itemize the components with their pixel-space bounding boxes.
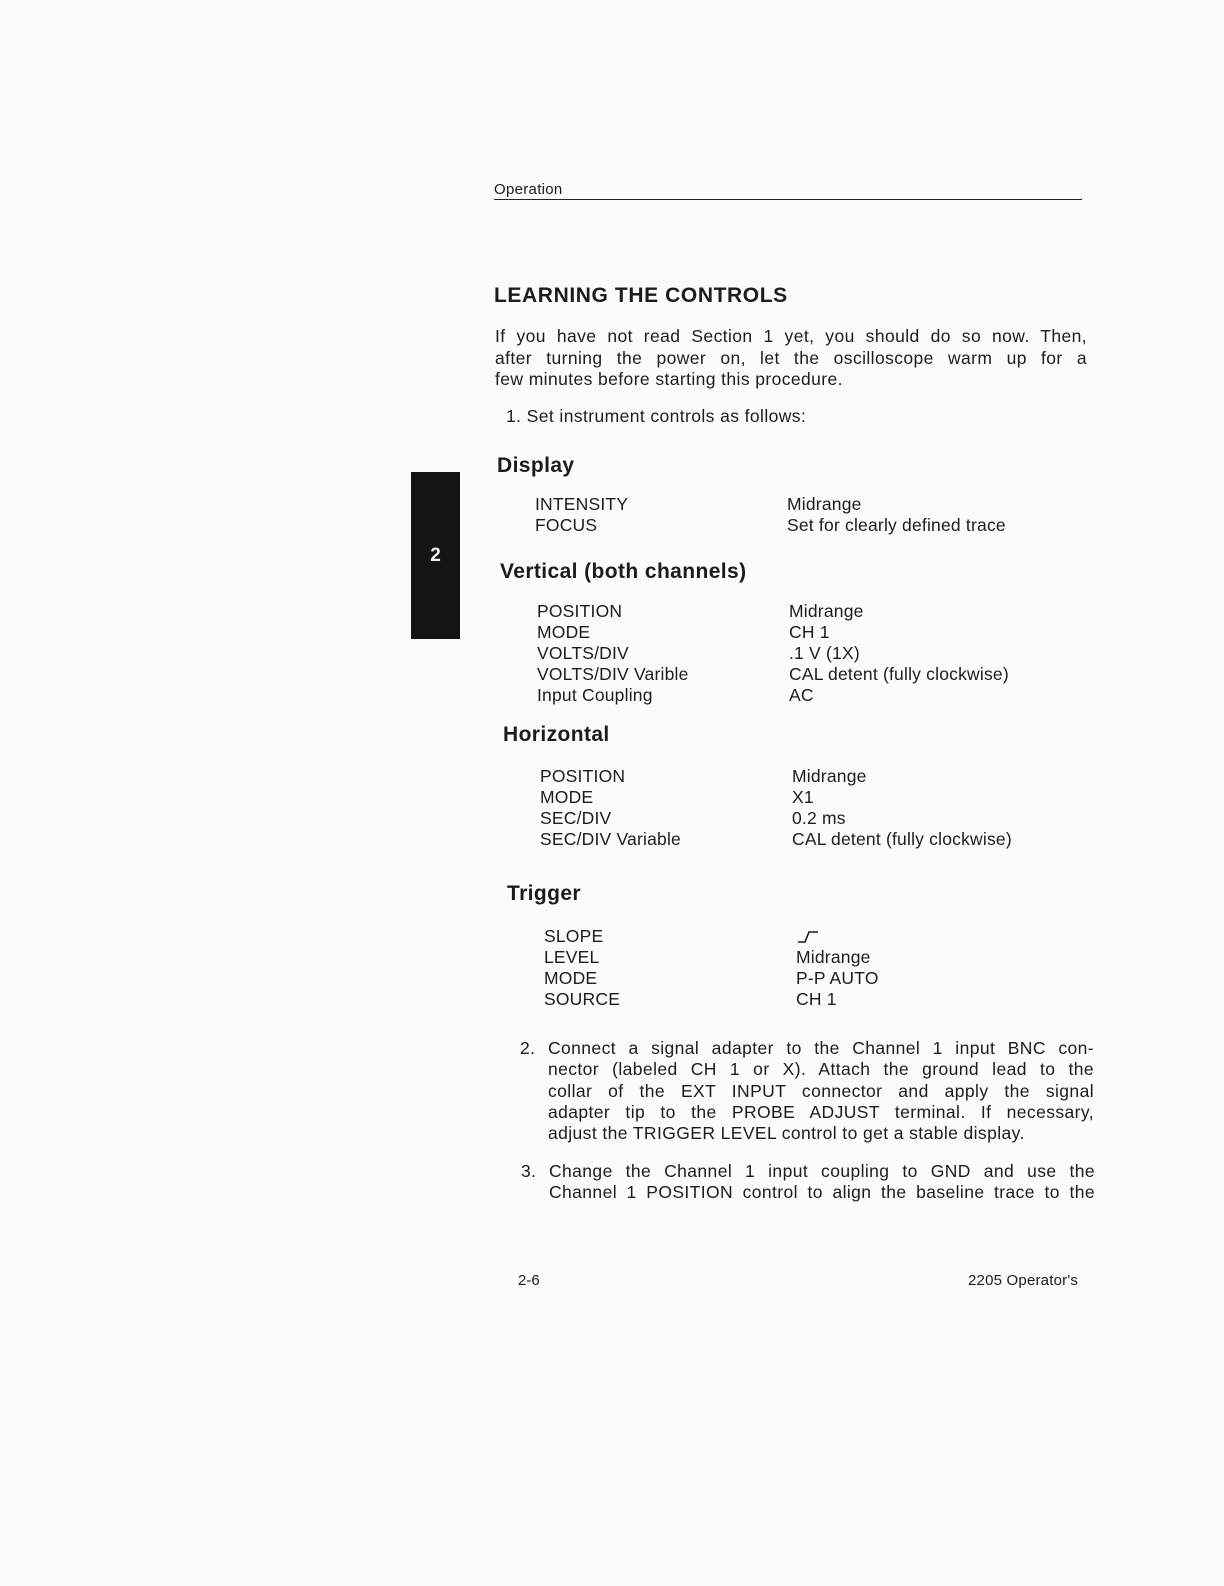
manual-title: 2205 Operator's <box>968 1272 1079 1289</box>
control-row <box>540 808 1012 829</box>
control-row <box>535 515 1006 536</box>
page-number: 2-6 <box>518 1272 540 1289</box>
control-row <box>544 989 879 1010</box>
control-value: .1 V (1X) <box>789 643 860 663</box>
trigger-heading: Trigger <box>507 882 581 905</box>
control-row <box>537 685 1009 706</box>
control-value: Set for clearly defined trace <box>787 515 1006 535</box>
intro-paragraph <box>495 326 1087 391</box>
vertical-heading: Vertical (both channels) <box>500 560 747 583</box>
section-tab <box>411 472 460 639</box>
control-row <box>544 968 879 989</box>
control-name: MODE <box>544 968 598 988</box>
step-line: collar of the EXT INPUT connector and apply the signal <box>548 1080 1094 1101</box>
vertical-controls <box>537 601 1009 706</box>
step-line: adjust the TRIGGER LEVEL control to get a stable display. <box>548 1123 1025 1144</box>
control-row <box>540 787 1012 808</box>
control-value: 0.2 ms <box>792 808 846 828</box>
control-name: VOLTS/DIV <box>537 643 629 663</box>
control-value: CAL detent (fully clockwise) <box>789 664 1009 684</box>
intro-line: few minutes before starting this procedure. <box>495 369 843 389</box>
trigger-controls <box>544 926 879 1010</box>
step-line: Channel 1 POSITION control to align the baseline trace to the <box>549 1182 1095 1203</box>
control-value: AC <box>789 685 814 705</box>
control-name: VOLTS/DIV Varible <box>537 664 689 684</box>
control-name: SEC/DIV <box>540 808 612 828</box>
step-text <box>549 1161 1095 1204</box>
control-name: SEC/DIV Variable <box>540 829 681 849</box>
control-name: INTENSITY <box>535 494 629 514</box>
control-value: Midrange <box>796 947 871 967</box>
control-name: MODE <box>540 787 594 807</box>
control-row <box>540 766 1012 787</box>
control-value: Midrange <box>792 766 867 786</box>
control-row <box>537 601 1009 622</box>
step-text: Set instrument controls as follows: <box>526 406 807 426</box>
control-value <box>796 926 822 947</box>
step-line: Change the Channel 1 input coupling to GND and use the <box>549 1161 1095 1181</box>
step-line: nector (labeled CH 1 or X). Attach the ground lead to the <box>548 1059 1094 1080</box>
intro-line: after turning the power on, let the oscilloscope warm up for a <box>495 347 1087 368</box>
control-name: Input Coupling <box>537 685 653 705</box>
control-name: SLOPE <box>544 926 604 946</box>
control-row <box>540 829 1012 850</box>
control-value: CAL detent (fully clockwise) <box>792 829 1012 849</box>
control-row <box>544 926 879 947</box>
control-row <box>544 947 879 968</box>
control-value: Midrange <box>787 494 862 514</box>
control-value: X1 <box>792 787 814 807</box>
control-row <box>535 494 1006 515</box>
control-name: LEVEL <box>544 947 600 967</box>
control-name: POSITION <box>537 601 623 621</box>
control-value: CH 1 <box>789 622 830 642</box>
control-value: P-P AUTO <box>796 968 879 988</box>
rising-edge-slope-icon <box>796 928 822 946</box>
horizontal-controls <box>540 766 1012 850</box>
control-name: FOCUS <box>535 515 598 535</box>
step-text <box>548 1038 1094 1144</box>
running-head: Operation <box>494 181 1082 200</box>
page-title: LEARNING THE CONTROLS <box>494 284 788 307</box>
control-name: SOURCE <box>544 989 621 1009</box>
control-row <box>537 664 1009 685</box>
step-line: adapter tip to the PROBE ADJUST terminal. If necessary, <box>548 1101 1094 1122</box>
control-name: POSITION <box>540 766 626 786</box>
horizontal-heading: Horizontal <box>503 723 610 746</box>
control-name: MODE <box>537 622 591 642</box>
control-value: CH 1 <box>796 989 837 1009</box>
step-number: 2. <box>520 1038 536 1058</box>
intro-line: If you have not read Section 1 yet, you should do so now. Then, <box>495 326 1087 346</box>
display-controls <box>535 494 1006 536</box>
display-heading: Display <box>497 454 575 477</box>
step-number: 1. <box>506 406 522 426</box>
step-number: 3. <box>521 1161 537 1181</box>
control-value: Midrange <box>789 601 864 621</box>
control-row <box>537 622 1009 643</box>
section-tab-number: 2 <box>430 544 441 566</box>
control-row <box>537 643 1009 664</box>
step-line: Connect a signal adapter to the Channel 1 input BNC con- <box>548 1038 1094 1058</box>
step-1 <box>506 406 806 428</box>
